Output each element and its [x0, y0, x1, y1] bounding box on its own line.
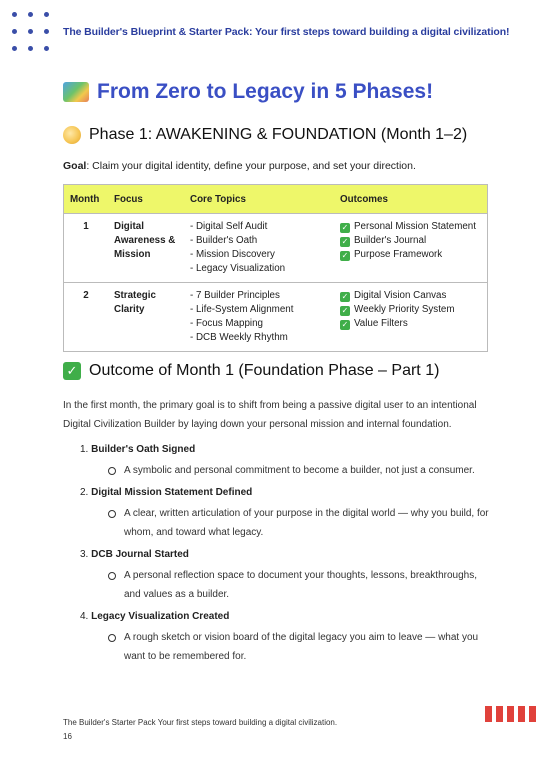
- section-title: From Zero to Legacy in 5 Phases!: [97, 80, 434, 103]
- outcome-heading: [63, 362, 439, 380]
- topic-item: - DCB Weekly Rhythm: [190, 332, 288, 343]
- outcome-list: [80, 444, 490, 673]
- decorative-dots: [12, 12, 56, 51]
- outcome-text: Value Filters: [354, 318, 408, 329]
- goal-line: [63, 160, 416, 172]
- world-map-icon: [63, 82, 89, 102]
- check-mark-icon: ✓: [341, 237, 349, 246]
- topics-cell: [184, 283, 334, 352]
- item-number: 1.: [80, 444, 89, 455]
- circle-bullet-icon: [108, 510, 116, 518]
- phase-heading: [63, 126, 467, 144]
- topic-item: - Life-System Alignment: [190, 304, 294, 315]
- outcome-text: Digital Vision Canvas: [354, 290, 447, 301]
- circle-bullet-icon: [108, 634, 116, 642]
- outcome-text: Builder's Journal: [354, 235, 427, 246]
- outcomes-cell: [334, 283, 488, 352]
- item-description: A personal reflection space to document your thoughts, lessons, breakthroughs, and values as a builder.: [124, 570, 477, 600]
- topic-item: - Focus Mapping: [190, 318, 263, 329]
- topic-item: - Mission Discovery: [190, 249, 275, 260]
- phase-title: Phase 1: AWAKENING & FOUNDATION (Month 1–2): [89, 126, 468, 143]
- outcome-text: Weekly Priority System: [354, 304, 455, 315]
- moon-icon: [63, 126, 81, 144]
- item-description: A clear, written articulation of your purpose in the digital world — why you build, for whom, and toward what legacy.: [124, 508, 489, 538]
- item-number: 2.: [80, 487, 89, 498]
- outcome-intro: In the first month, the primary goal is to shift from being a passive digital user to an intentional Digital Civilization Builder by laying down your personal mission and internal foundation.: [63, 400, 477, 430]
- item-number: 4.: [80, 611, 89, 622]
- month-cell: 1: [64, 214, 109, 283]
- focus-line: Mission: [114, 249, 151, 260]
- column-header-topics: Core Topics: [184, 185, 334, 214]
- goal-label: Goal: [63, 160, 87, 172]
- outcome-text: Personal Mission Statement: [354, 221, 476, 232]
- header-title: The Builder's Blueprint & Starter Pack: Your first steps toward building a digital civilization!: [63, 26, 510, 38]
- column-header-outcomes: Outcomes: [334, 185, 488, 214]
- topics-cell: [184, 214, 334, 283]
- outcome-title: Outcome of Month 1 (Foundation Phase – Part 1): [89, 362, 440, 379]
- item-description: A symbolic and personal commitment to become a builder, not just a consumer.: [124, 465, 475, 476]
- outcomes-cell: [334, 214, 488, 283]
- check-mark-icon: ✓: [341, 292, 349, 301]
- decorative-bars: [485, 706, 536, 722]
- focus-cell: [108, 214, 184, 283]
- focus-line: Awareness &: [114, 235, 176, 246]
- list-item: [80, 444, 490, 480]
- focus-cell: [108, 283, 184, 352]
- check-mark-icon: ✓: [341, 223, 349, 232]
- item-description: A rough sketch or vision board of the digital legacy you aim to leave — what you want to be remembered for.: [124, 632, 479, 662]
- item-title: DCB Journal Started: [91, 549, 189, 560]
- phase-table: [63, 184, 488, 352]
- list-item: [80, 549, 490, 604]
- column-header-focus: Focus: [108, 185, 184, 214]
- check-mark-icon: ✓: [341, 251, 349, 260]
- topic-item: - 7 Builder Principles: [190, 290, 280, 301]
- check-mark-icon: ✓: [63, 362, 81, 380]
- check-mark-icon: ✓: [341, 320, 349, 329]
- outcome-entry: [340, 317, 481, 331]
- table-header-row: [64, 185, 488, 214]
- outcome-entry: [340, 289, 481, 303]
- circle-bullet-icon: [108, 572, 116, 580]
- month-cell: 2: [64, 283, 109, 352]
- table-row: [64, 214, 488, 283]
- outcome-text: Purpose Framework: [354, 249, 443, 260]
- item-title: Digital Mission Statement Defined: [91, 487, 253, 498]
- outcome-entry: [340, 303, 481, 317]
- check-mark-icon: ✓: [341, 306, 349, 315]
- outcome-entry: [340, 248, 481, 262]
- outcome-entry: [340, 220, 481, 234]
- topic-item: - Legacy Visualization: [190, 263, 286, 274]
- item-number: 3.: [80, 549, 89, 560]
- circle-bullet-icon: [108, 467, 116, 475]
- goal-text: : Claim your digital identity, define your purpose, and set your direction.: [86, 160, 416, 172]
- item-title: Legacy Visualization Created: [91, 611, 230, 622]
- column-header-month: Month: [64, 185, 109, 214]
- table-row: [64, 283, 488, 352]
- section-heading: [63, 80, 433, 104]
- page-number: 16: [63, 732, 72, 741]
- focus-line: Strategic: [114, 290, 156, 301]
- footer-text: The Builder's Starter Pack Your first steps toward building a digital civilization.: [63, 718, 338, 727]
- list-item: [80, 611, 490, 666]
- outcome-entry: [340, 234, 481, 248]
- focus-line: Clarity: [114, 304, 145, 315]
- item-title: Builder's Oath Signed: [91, 444, 196, 455]
- topic-item: - Digital Self Audit: [190, 221, 268, 232]
- focus-line: Digital: [114, 221, 144, 232]
- list-item: [80, 487, 490, 542]
- topic-item: - Builder's Oath: [190, 235, 258, 246]
